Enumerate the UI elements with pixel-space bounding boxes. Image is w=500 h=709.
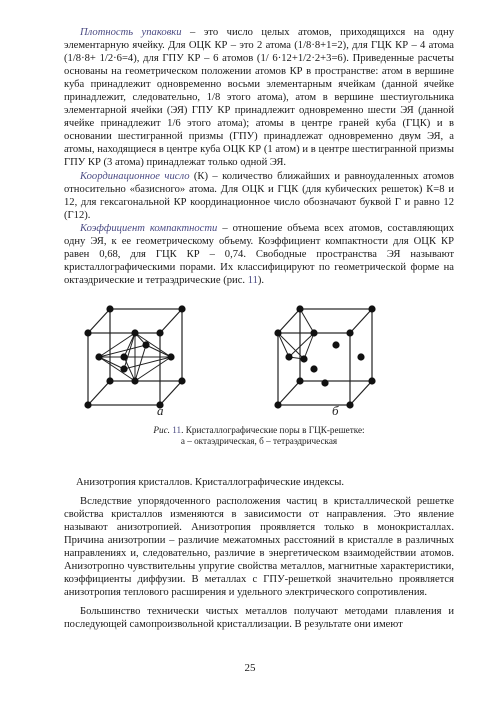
paragraph-coordination-number — [64, 170, 454, 222]
compactness-tail: ). — [257, 274, 265, 286]
paragraph-anisotropy: Вследствие упорядоченного расположения частиц в кристаллической решетке свойства кристаллов изменяются в зависимости от направления. Это явление называют анизотропией. Анизотропия проявляется только в монокристаллах. Причина анизотропии – различие межатомных расстояний в кристалле в различных направлениях и, следовательно, различие в энергетическом взаимодействии атомов. Анизотропно чувствительны упругие свойства металлов, магнитные характеристики, коэффициенты диффузии. В металлах с ГПУ-решеткой значительно проявляется анизотропия теплового расширения и удельного электрического сопротивления. — [64, 495, 454, 599]
term-packing-density: Плотность упаковки — [80, 27, 182, 38]
caption-line-2: а – октаэдрическая, б – тетраэдрическая — [180, 436, 338, 447]
paragraph-crystallization: Большинство технически чистых металлов получают методами плавления и последующей самопроизвольной кристаллизации. В результате они имеют — [64, 606, 454, 631]
caption-line-1 — [64, 425, 454, 437]
term-compactness: Коэффициент компактности — [80, 222, 218, 234]
figure-caption — [64, 425, 454, 448]
page-number: 25 — [244, 662, 256, 674]
paragraph-compactness — [64, 222, 454, 287]
lattice-diagrams — [64, 303, 454, 419]
caption-text-1: . Кристаллографические поры в ГЦК-решетке: — [181, 424, 365, 435]
coordination-number-text: (К) – количество ближайших и равноудаленных атомов относительно «базисного» атома. Для ОЦК и ГЦК (для кубических решеток) К=8 и 12, для гексагональной КР координационное число обозначают буквой Г и равно 12 (Г12). — [64, 170, 454, 221]
caption-prefix: Рис. — [153, 424, 173, 435]
figure-crystal-pores — [64, 303, 454, 419]
caption-number: 11 — [172, 424, 182, 435]
packing-density-text: – это число целых атомов, приходящихся на одну элементарную ячейку. Для ОЦК КР – это 2 атома (1/8·8+1=2), для ГЦК КР – 4 атома (1/8·8+ 1/2·6=4), для ГПУ КР – 6 атомов (1/ 6·12+1/2·2+3=6). Приведенные расчеты основаны на геометрическом положении атомов КР в пространстве: атом в вершине куба принадлежит одновременно восьми элементарным ячейкам (данной ячейке принадлежит, следовательно, 1/8 этого атома), атом в вершине шестиугольника элементарной ячейки (ЭЯ) ГПУ КР принадлежит одновременно шести ЭЯ (данной ячейке принадлежит 1/6 этого атома); атомы в центре граней куба (ГЦК) и в основании шестигранной призмы (ГПУ) принадлежат одновременно двум ЭЯ, а атомы, находящиеся в центре куба ОЦК КР (1 атом) и в центре шестигранной призмы ГПУ КР (3 атома) принадлежат только одной ЭЯ. — [64, 27, 455, 169]
figure-reference-link[interactable]: 11 — [247, 274, 258, 286]
paragraph-packing-density — [64, 26, 454, 170]
compactness-text: – отношение объема всех атомов, составляющих одну ЭЯ, к ее геометрическому объему. Коэффициент компактности для ОЦК КР равен 0,68, для ГЦК КР – 0,74. Свободные пространства ЭЯ называют кристаллографическими порами. Их классифицируют по геометрической форме на октаэдрические и тетраэдрические (рис. — [64, 222, 454, 286]
figure-label-a: а — [157, 402, 164, 418]
section-heading: Анизотропия кристаллов. Кристаллографические индексы. — [76, 476, 344, 488]
term-coordination-number: Координационное число — [80, 170, 190, 182]
figure-label-b: б — [332, 402, 339, 418]
